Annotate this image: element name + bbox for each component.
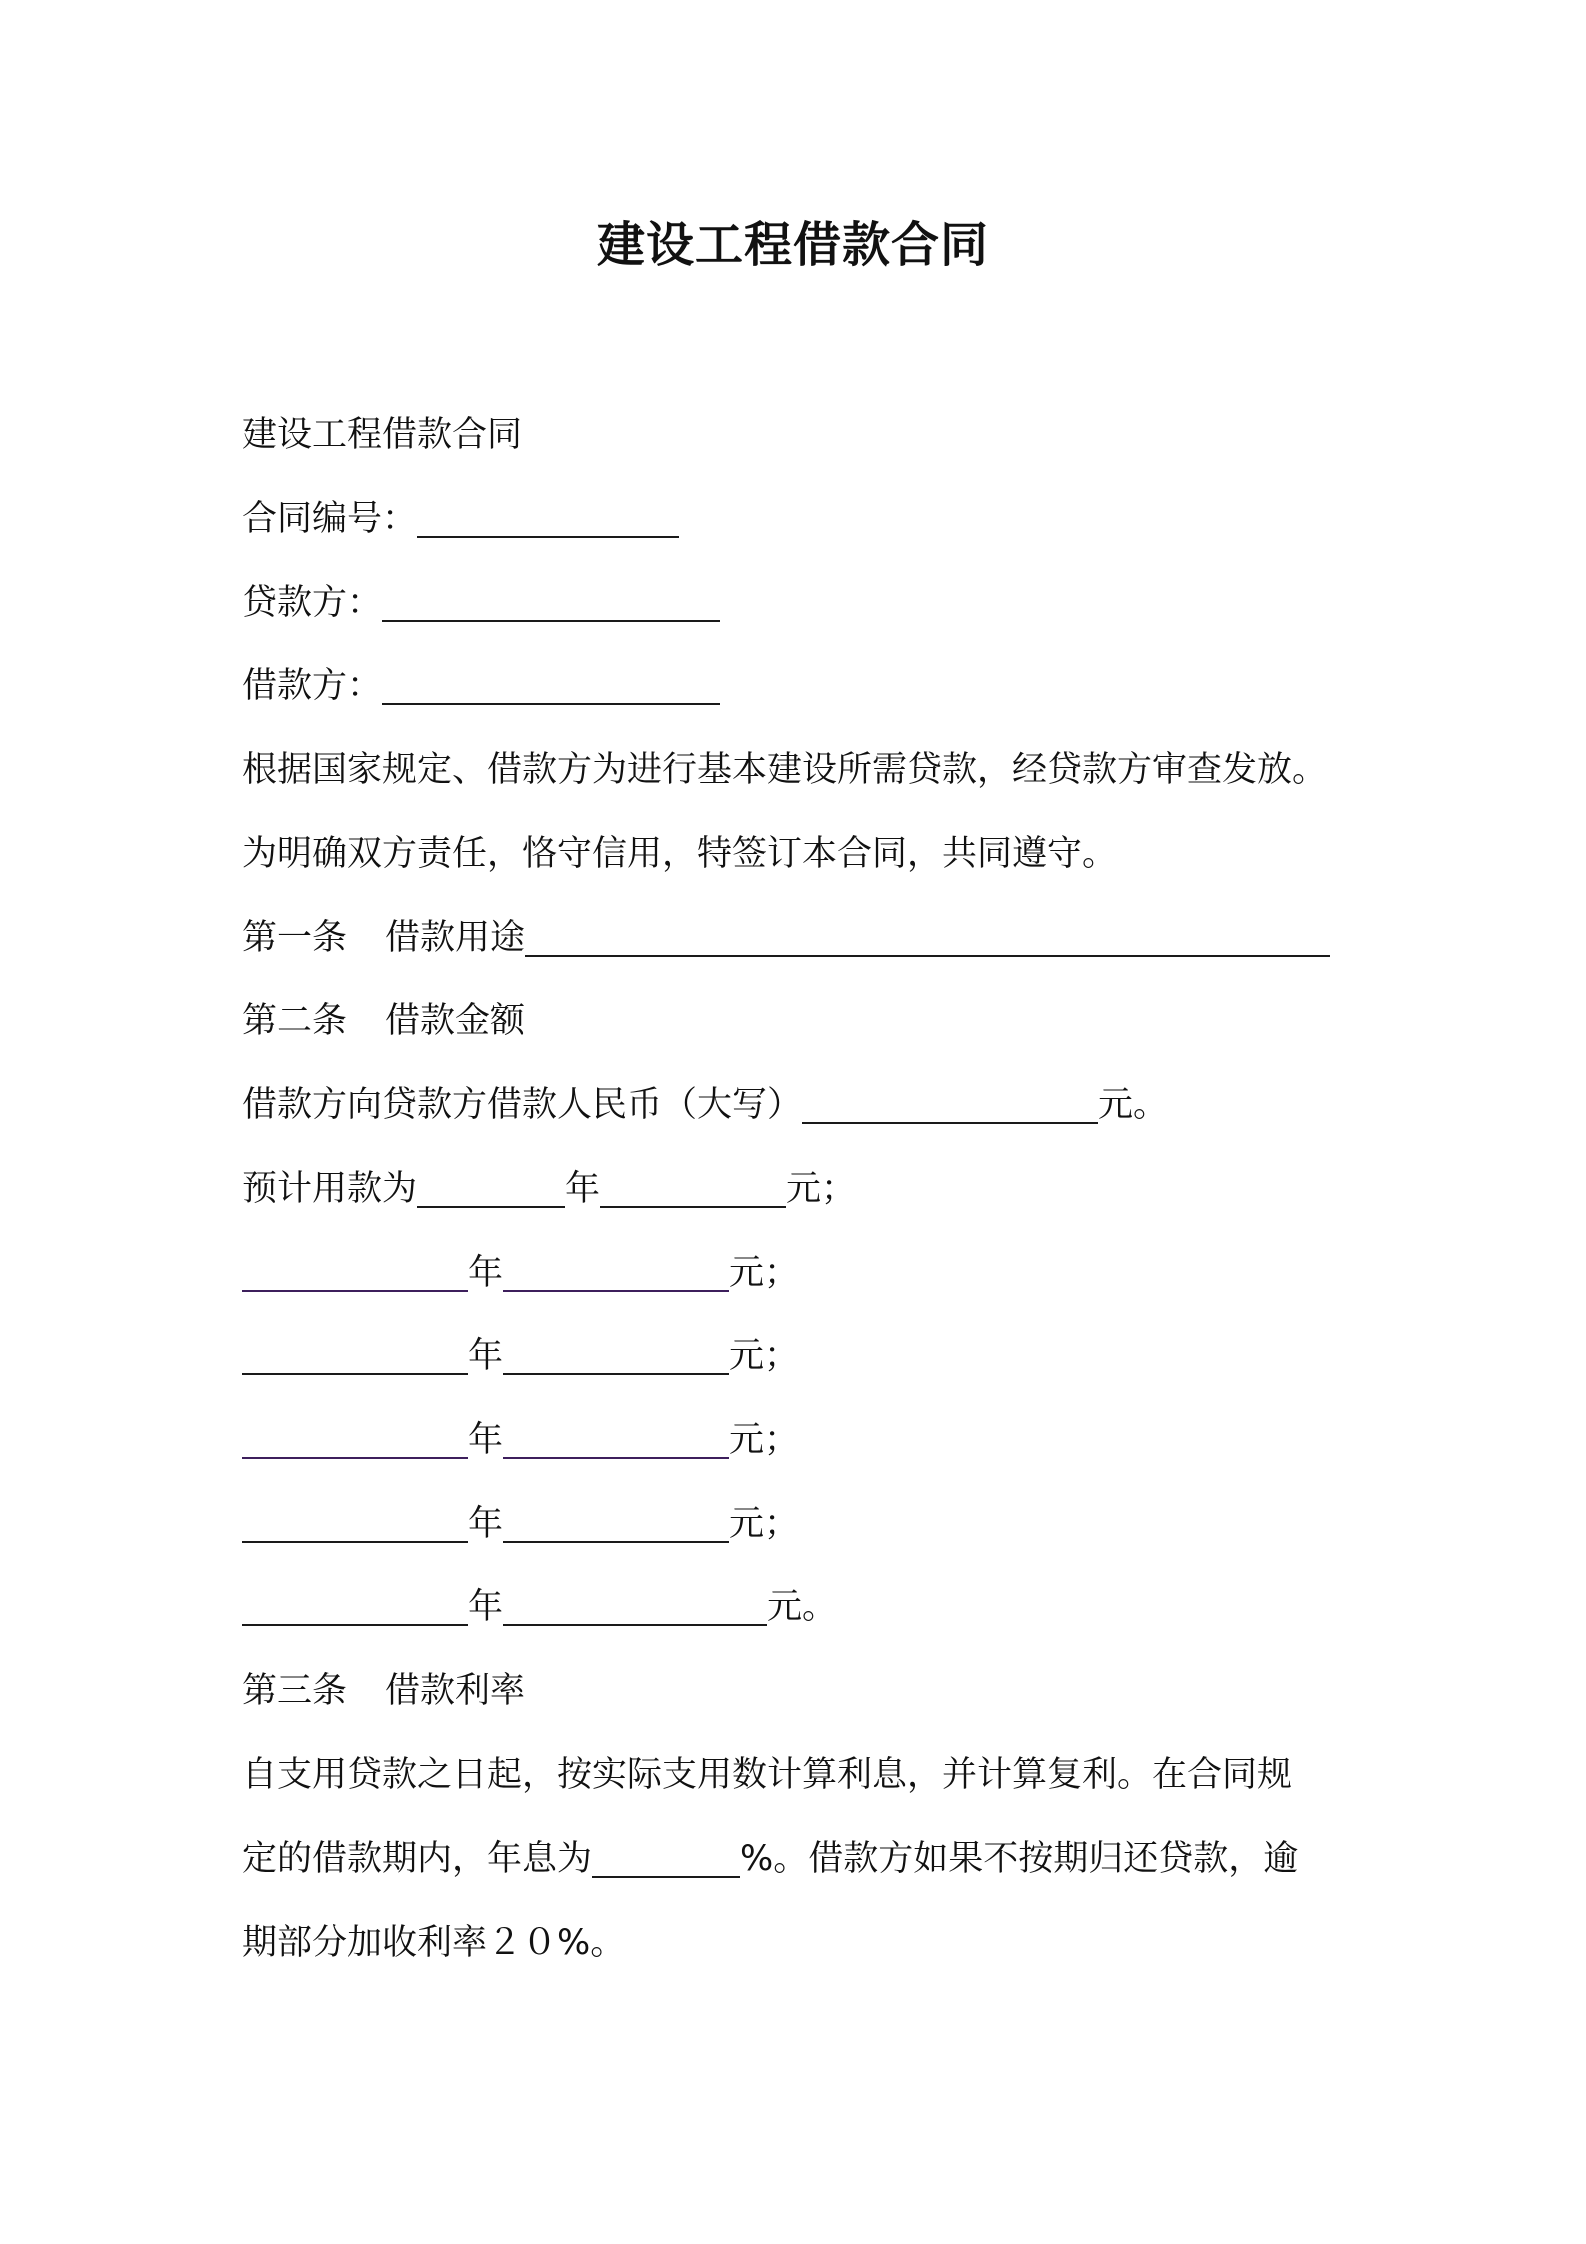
interest-line-2 (242, 1834, 1298, 1884)
article-2-line (242, 996, 525, 1046)
loan-amount-text: 借款方向贷款方借款人民币（大写） (242, 1085, 803, 1125)
interest-line-1: 自支用贷款之日起，按实际支用数计算利息，并计算复利。在合同规 (242, 1755, 1293, 1795)
document-title: 建设工程借款合同 (596, 217, 989, 273)
article-3-number: 第三条 (242, 1671, 348, 1711)
subtitle: 建设工程借款合同 (242, 415, 523, 455)
article-1-number: 第一条 (242, 918, 348, 958)
borrower-blank[interactable] (382, 671, 720, 705)
plan-amount-unit: 元； (729, 1336, 800, 1376)
contract-number-label: 合同编号： (242, 499, 418, 539)
lender-line (242, 578, 720, 628)
article-1-line (242, 913, 1330, 963)
plan-amount-unit: 元； (786, 1169, 857, 1209)
plan-line-2 (242, 1248, 799, 1298)
plan-year-label: 年 (468, 1336, 504, 1376)
plan-year-blank[interactable] (242, 1425, 468, 1459)
article-3-line (242, 1666, 525, 1716)
plan-amount-unit: 元； (729, 1253, 800, 1293)
plan-year-blank[interactable] (242, 1341, 468, 1375)
plan-year-blank[interactable] (242, 1258, 468, 1292)
plan-amount-unit: 元。 (767, 1587, 838, 1627)
plan-amount-blank[interactable] (600, 1174, 786, 1208)
preamble-line-2: 为明确双方责任，恪守信用，特签订本合同，共同遵守。 (242, 834, 1118, 874)
article-2-number: 第二条 (242, 1001, 348, 1041)
plan-line-3 (242, 1331, 799, 1381)
interest-line-3: 期部分加收利率２０%。 (242, 1923, 626, 1963)
annual-rate-blank[interactable] (592, 1844, 740, 1878)
plan-year-label: 年 (468, 1504, 504, 1544)
loan-amount-unit: 元。 (1098, 1085, 1169, 1125)
lender-label: 贷款方： (242, 583, 383, 623)
interest-text-a: 定的借款期内，年息为 (242, 1839, 593, 1879)
plan-amount-blank[interactable] (503, 1592, 767, 1626)
plan-year-label: 年 (468, 1420, 504, 1460)
plan-amount-unit: 元； (729, 1504, 800, 1544)
plan-year-blank[interactable] (242, 1509, 468, 1543)
article-1-title: 借款用途 (385, 918, 526, 958)
interest-text-b: %。借款方如果不按期归还贷款，逾 (740, 1839, 1299, 1879)
plan-year-label: 年 (565, 1169, 601, 1209)
plan-amount-blank[interactable] (503, 1509, 729, 1543)
plan-amount-blank[interactable] (503, 1341, 729, 1375)
plan-amount-blank[interactable] (503, 1425, 729, 1459)
loan-purpose-blank[interactable] (525, 923, 1330, 957)
borrower-line (242, 661, 720, 711)
article-2-title: 借款金额 (385, 1001, 526, 1041)
plan-year-label: 年 (468, 1587, 504, 1627)
plan-amount-unit: 元； (729, 1420, 800, 1460)
loan-amount-blank[interactable] (802, 1090, 1098, 1124)
plan-line-5 (242, 1499, 799, 1549)
plan-line-6 (242, 1582, 837, 1632)
plan-line-1 (242, 1164, 856, 1214)
contract-number-line (242, 494, 679, 544)
plan-prefix: 预计用款为 (242, 1169, 418, 1209)
plan-year-label: 年 (468, 1253, 504, 1293)
borrower-label: 借款方： (242, 666, 383, 706)
preamble-line-1: 根据国家规定、借款方为进行基本建设所需贷款，经贷款方审查发放。 (242, 750, 1328, 790)
article-3-title: 借款利率 (385, 1671, 526, 1711)
lender-blank[interactable] (382, 588, 720, 622)
contract-number-blank[interactable] (417, 504, 679, 538)
plan-year-blank[interactable] (417, 1174, 565, 1208)
plan-amount-blank[interactable] (503, 1258, 729, 1292)
plan-year-blank[interactable] (242, 1592, 468, 1626)
loan-amount-line (242, 1080, 1168, 1130)
plan-line-4 (242, 1415, 799, 1465)
